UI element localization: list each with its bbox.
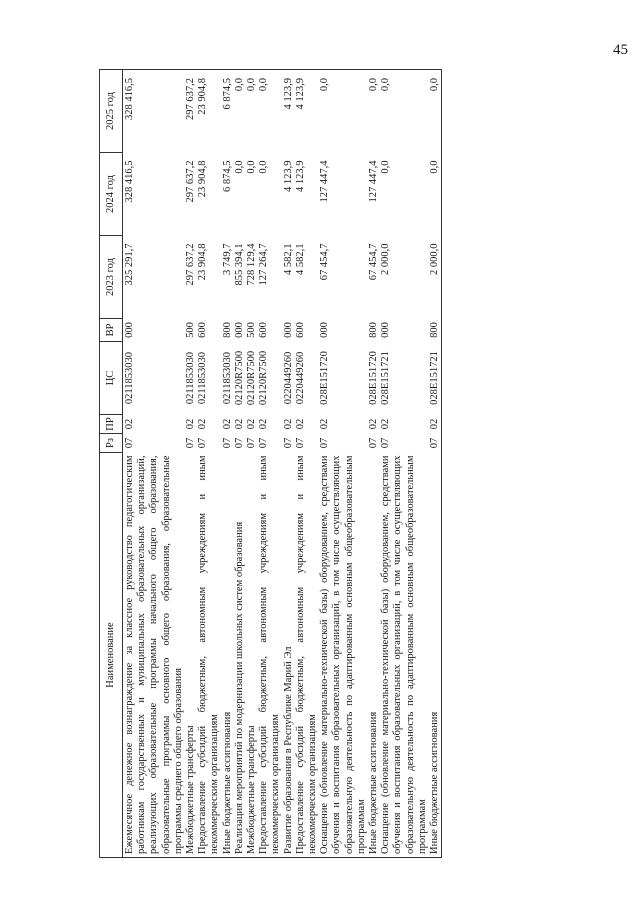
- row-2024-cell: 127 447,4: [319, 160, 331, 203]
- row-2023-cell: 325 291,7: [124, 243, 135, 286]
- row-2025-cell: 297 637,2: [185, 70, 197, 153]
- row-2025-cell: 0,0: [429, 70, 442, 153]
- row-cs-cell: 0220449260: [294, 351, 306, 405]
- row-2024-cell: 0,0: [258, 160, 270, 174]
- header-vr: ВР: [100, 319, 123, 342]
- row-pr-cell: 02: [221, 418, 233, 430]
- row-vr-cell: 600: [197, 322, 209, 338]
- row-name-cell: Предоставление субсидий бюджетным, автономным учреждениям и иным некоммерческим организациям: [295, 453, 319, 858]
- rotated-table-container: [99, 70, 509, 858]
- row-pr-cell: 02: [124, 418, 135, 430]
- row-name-cell: Оснащение (обновление материально-технической базы) оборудованием, средствами обучения и воспитания образовательных организаций, в том числе осуществляющих образовательную деятельность по адаптированным основным общеобразовательным программам: [319, 453, 368, 858]
- row-2025-cell: 4 123,9: [283, 70, 295, 153]
- header-2024: 2024 год: [100, 153, 123, 236]
- row-vr-cell: 000: [282, 322, 294, 338]
- row-vr-cell: 800: [429, 319, 442, 342]
- row-pr-cell: 02: [294, 418, 306, 430]
- row-2024-cell: 23 904,8: [197, 160, 209, 198]
- row-vr-cell: 500: [246, 322, 258, 338]
- row-2025-cell: 23 904,8: [197, 70, 221, 153]
- row-2025-cell: 0,0: [246, 70, 258, 153]
- table-row: [222, 70, 234, 858]
- table-row: [258, 70, 282, 858]
- row-name-cell: Межбюджетные трансферты: [246, 453, 258, 858]
- row-2024-cell: 4 123,9: [282, 160, 294, 192]
- row-2024-cell: 0,0: [380, 160, 392, 174]
- row-2025-cell: 4 123,9: [295, 70, 319, 153]
- row-name-cell: Иные бюджетные ассигнования: [222, 453, 234, 858]
- row-2024-cell: 297 637,2: [185, 160, 197, 203]
- table-row: [123, 70, 186, 858]
- page-number: 45: [613, 42, 628, 58]
- row-cs-cell: 02120R7500: [258, 350, 270, 406]
- row-2025-cell: 0,0: [380, 70, 429, 153]
- row-name-cell: Реализация мероприятий по модернизации школьных систем образования: [234, 453, 246, 858]
- table-header-row: [100, 70, 123, 858]
- row-2023-cell: 67 454,7: [368, 243, 380, 281]
- row-2023-cell: 855 394,1: [233, 243, 245, 286]
- table-row: [380, 70, 429, 858]
- row-cs-cell: 028E151720: [368, 351, 380, 405]
- row-pr-cell: 02: [368, 418, 380, 430]
- row-cs-cell: 028E151720: [319, 351, 331, 405]
- row-vr-cell: 600: [294, 322, 306, 338]
- row-2023-cell: 728 129,4: [246, 243, 258, 286]
- row-pr-cell: 02: [246, 418, 258, 430]
- row-rz-cell: 07: [221, 437, 233, 449]
- row-2023-cell: 23 904,8: [197, 243, 209, 281]
- header-name: Наименование: [100, 453, 123, 858]
- row-name-cell: Оснащение (обновление материально-технической базы) оборудованием, средствами обучения и воспитания образовательных организаций, в том числе осуществляющих образовательную деятельность по адаптированным основным общеобразовательным программам: [380, 453, 429, 858]
- row-2023-cell: 127 264,7: [258, 243, 270, 286]
- row-2023-cell: 2 000,0: [380, 243, 392, 275]
- row-2023-cell: 4 582,1: [294, 243, 306, 275]
- row-name-cell: Межбюджетные трансферты: [185, 453, 197, 858]
- row-vr-cell: 800: [221, 322, 233, 338]
- row-cs-cell: 0211853030: [185, 351, 197, 405]
- table-row: [283, 70, 295, 858]
- row-2023-cell: 67 454,7: [319, 243, 331, 281]
- row-vr-cell: 500: [185, 322, 197, 338]
- header-rz: Рз: [100, 434, 123, 453]
- row-2023-cell: 297 637,2: [185, 243, 197, 286]
- row-name-cell: Развитие образования в Республике Марий Эл: [283, 453, 295, 858]
- row-pr-cell: 02: [380, 418, 392, 430]
- row-rz-cell: 07: [282, 437, 294, 449]
- header-2023: 2023 год: [100, 236, 123, 319]
- row-cs-cell: 0211853030: [197, 351, 209, 405]
- table-row: [197, 70, 221, 858]
- row-vr-cell: 000: [233, 322, 245, 338]
- row-2024-cell: 4 123,9: [294, 160, 306, 192]
- row-pr-cell: 02: [233, 418, 245, 430]
- header-2025: 2025 год: [100, 70, 123, 153]
- row-cs-cell: 028E151721: [429, 342, 442, 415]
- row-pr-cell: 02: [258, 418, 270, 430]
- row-name-cell: Иные бюджетные ассигнования: [429, 453, 442, 858]
- row-2025-cell: 328 416,5: [123, 70, 186, 153]
- row-2023-cell: 3 749,7: [221, 243, 233, 275]
- table-row: [295, 70, 319, 858]
- budget-table: [99, 69, 442, 858]
- row-rz-cell: 07: [429, 434, 442, 453]
- row-2024-cell: 0,0: [233, 160, 245, 174]
- row-cs-cell: 028E151721: [380, 351, 392, 405]
- row-rz-cell: 07: [233, 437, 245, 449]
- row-cs-cell: 0211853030: [124, 351, 135, 405]
- row-name-cell: Предоставление субсидий бюджетным, автономным учреждениям и иным некоммерческим организациям: [258, 453, 282, 858]
- table-row: [319, 70, 368, 858]
- row-cs-cell: 0220449260: [282, 351, 294, 405]
- row-vr-cell: 800: [368, 322, 380, 338]
- row-name-cell: Предоставление субсидий бюджетным, автономным учреждениям и иным некоммерческим организациям: [197, 453, 221, 858]
- row-2024-cell: 6 874,5: [221, 160, 233, 192]
- row-rz-cell: 07: [258, 437, 270, 449]
- header-cs: ЦС: [100, 342, 123, 415]
- row-rz-cell: 07: [380, 437, 392, 449]
- row-rz-cell: 07: [294, 437, 306, 449]
- row-vr-cell: 000: [319, 322, 331, 338]
- table-row: [429, 70, 442, 858]
- row-2023-cell: 4 582,1: [282, 243, 294, 275]
- row-vr-cell: 600: [258, 322, 270, 338]
- row-rz-cell: 07: [246, 437, 258, 449]
- row-2024-cell: 0,0: [246, 160, 258, 174]
- row-pr-cell: 02: [282, 418, 294, 430]
- row-pr-cell: 02: [429, 415, 442, 434]
- row-cs-cell: 02120R7500: [233, 350, 245, 406]
- row-2025-cell: 0,0: [368, 70, 380, 153]
- row-vr-cell: 000: [380, 322, 392, 338]
- header-pr: ПР: [100, 415, 123, 434]
- row-name-cell: Иные бюджетные ассигнования: [368, 453, 380, 858]
- row-2025-cell: 0,0: [319, 70, 368, 153]
- row-rz-cell: 07: [124, 437, 135, 449]
- row-2023-cell: 2 000,0: [429, 236, 442, 319]
- table-row: [368, 70, 380, 858]
- row-2025-cell: 6 874,5: [222, 70, 234, 153]
- row-vr-cell: 000: [124, 322, 135, 338]
- row-2024-cell: 0,0: [429, 153, 442, 236]
- row-cs-cell: 02120R7500: [246, 350, 258, 406]
- row-2025-cell: 0,0: [258, 70, 282, 153]
- row-rz-cell: 07: [197, 437, 209, 449]
- row-pr-cell: 02: [185, 418, 197, 430]
- table-body: [123, 70, 442, 858]
- table-row: [185, 70, 197, 858]
- row-rz-cell: 07: [319, 437, 331, 449]
- row-cs-cell: 0211853030: [221, 351, 233, 405]
- row-pr-cell: 02: [319, 418, 331, 430]
- row-2024-cell: 328 416,5: [124, 160, 135, 203]
- row-rz-cell: 07: [185, 437, 197, 449]
- row-name-cell: Ежемесячное денежное вознаграждение за классное руководство педагогическим работникам государственных и муниципальных образовательных организаций, реализующих образовательные программы начального общего образования, образовательные программы основного общего образования, образовательные программы среднего общего образования: [123, 453, 186, 858]
- row-rz-cell: 07: [368, 437, 380, 449]
- table-row: [246, 70, 258, 858]
- row-pr-cell: 02: [197, 418, 209, 430]
- table-row: [234, 70, 246, 858]
- row-2024-cell: 127 447,4: [368, 160, 380, 203]
- row-2025-cell: 0,0: [234, 70, 246, 153]
